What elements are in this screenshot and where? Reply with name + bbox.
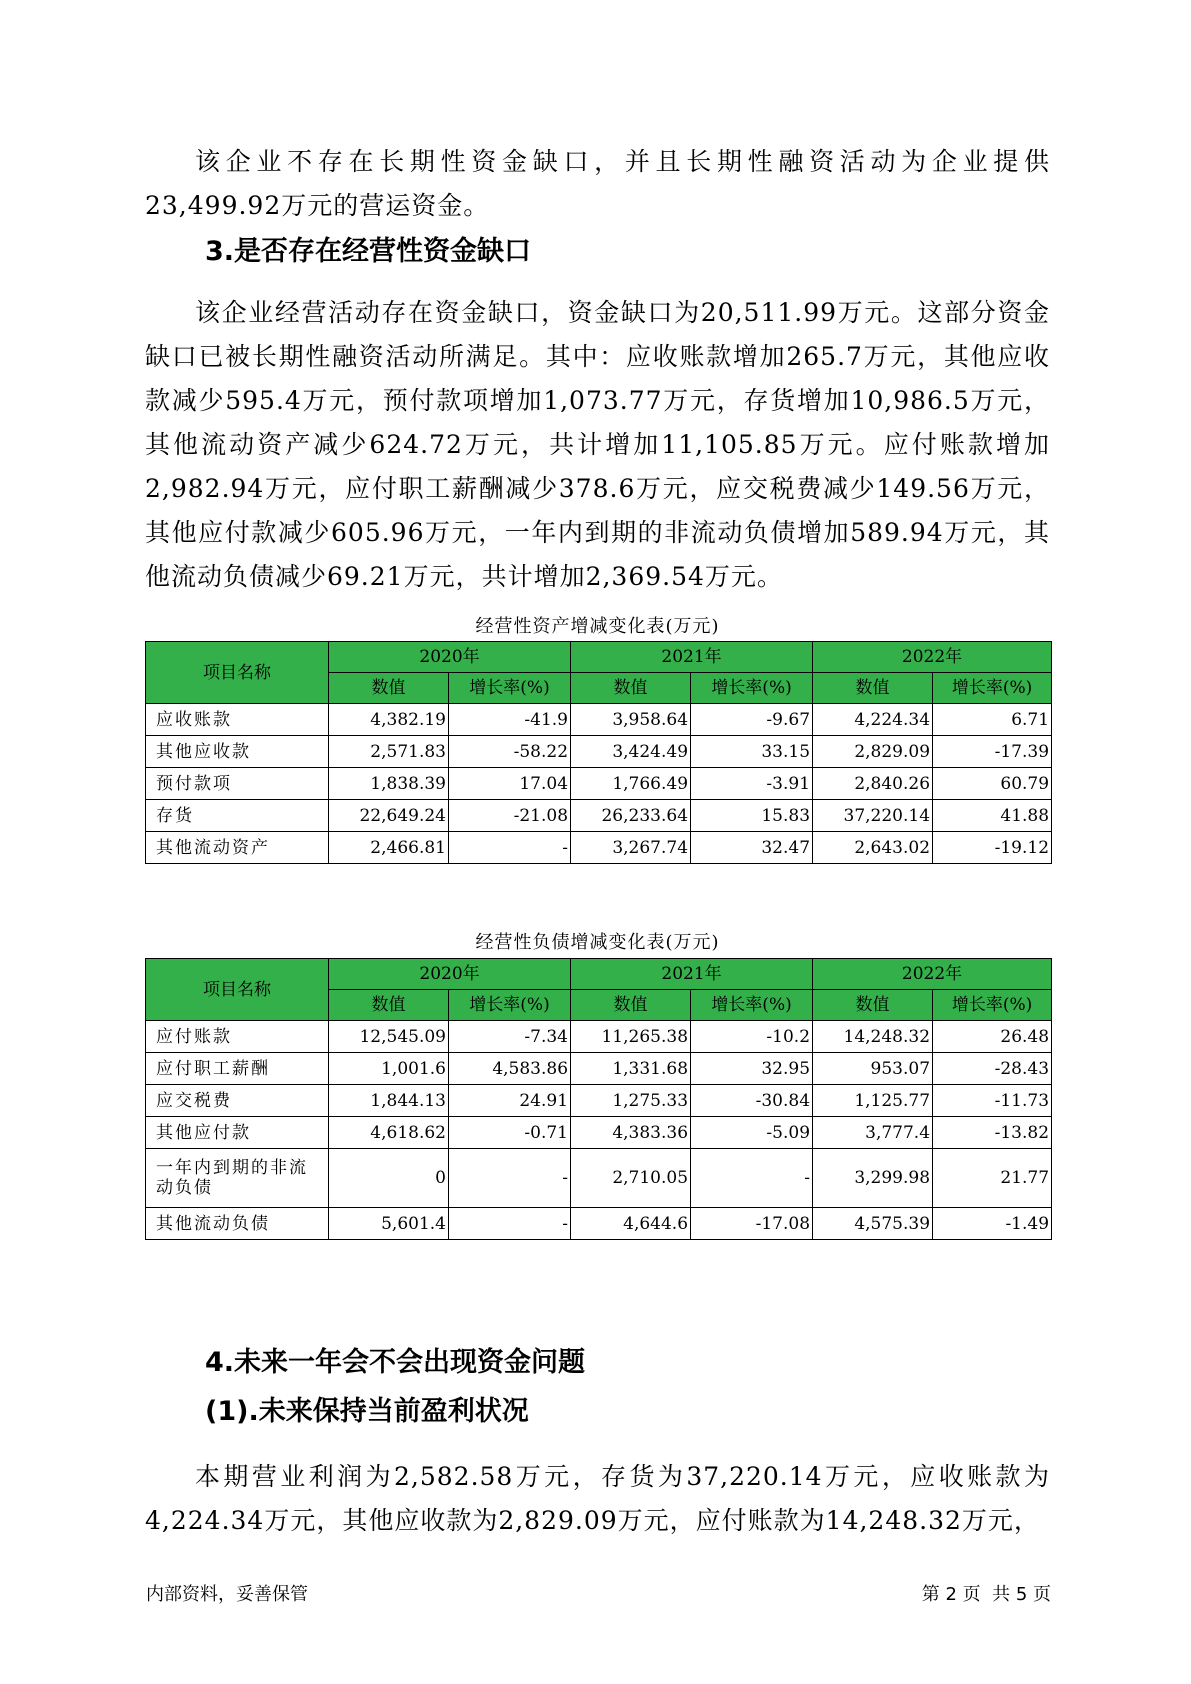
cell-value: 4,383.36 xyxy=(571,1117,691,1149)
cell-growth: 60.79 xyxy=(933,768,1052,800)
header-growth: 增长率(%) xyxy=(449,673,571,704)
cell-value: 3,299.98 xyxy=(813,1149,933,1208)
cell-value: 3,958.64 xyxy=(571,704,691,736)
cell-growth: - xyxy=(691,1149,813,1208)
row-name: 其他应收款 xyxy=(146,736,329,768)
header-year-2022: 2022年 xyxy=(813,642,1052,673)
row-name: 应付账款 xyxy=(146,1021,329,1053)
table-row xyxy=(146,1053,1052,1085)
cell-growth: -30.84 xyxy=(691,1085,813,1117)
cell-growth: -21.08 xyxy=(449,800,571,832)
cell-growth: 21.77 xyxy=(933,1149,1052,1208)
header-growth: 增长率(%) xyxy=(449,990,571,1021)
cell-growth: - xyxy=(449,1208,571,1240)
cell-value: 22,649.24 xyxy=(329,800,449,832)
cell-growth: -17.39 xyxy=(933,736,1052,768)
table-row xyxy=(146,1208,1052,1240)
cell-growth: -13.82 xyxy=(933,1117,1052,1149)
cell-value: 1,001.6 xyxy=(329,1053,449,1085)
liabilities-table-caption: 经营性负债增减变化表(万元) xyxy=(475,932,720,953)
heading-current-profit: (1).未来保持当前盈利状况 xyxy=(205,1396,529,1427)
cell-value: 4,382.19 xyxy=(329,704,449,736)
cell-growth: - xyxy=(449,1149,571,1208)
header-growth: 增长率(%) xyxy=(691,990,813,1021)
paragraph-operating-gap: 该企业经营活动存在资金缺口，资金缺口为20,511.99万元。这部分资金缺口已被长期性融资活动所满足。其中：应收账款增加265.7万元，其他应收款减少595.4万元，预付款项增加1,073.77万元，存货增加10,986.5万元，其他流动资产减少624.72万元，共计增加11,105.85万元。应付账款增加2,982.94万元，应付职工薪酬减少378.6万元，应交税费减少149.56万元，其他应付款减少605.96万元，一年内到期的非流动负债增加589.94万元，其他流动负债减少69.21万元，共计增加2,369.54万元。 xyxy=(145,298,1050,591)
cell-value: 2,710.05 xyxy=(571,1149,691,1208)
cell-value: 37,220.14 xyxy=(813,800,933,832)
header-value: 数值 xyxy=(329,673,449,704)
header-year-2020: 2020年 xyxy=(329,642,571,673)
table-row xyxy=(146,1117,1052,1149)
cell-growth: -0.71 xyxy=(449,1117,571,1149)
cell-value: 4,644.6 xyxy=(571,1208,691,1240)
row-name: 应收账款 xyxy=(146,704,329,736)
header-year-2020: 2020年 xyxy=(329,959,571,990)
row-name: 其他流动资产 xyxy=(146,832,329,864)
cell-value: 0 xyxy=(329,1149,449,1208)
cell-growth: 33.15 xyxy=(691,736,813,768)
header-growth: 增长率(%) xyxy=(691,673,813,704)
cell-value: 14,248.32 xyxy=(813,1021,933,1053)
paragraph-profit-status: 本期营业利润为2,582.58万元，存货为37,220.14万元，应收账款为4,224.34万元，其他应收款为2,829.09万元，应付账款为14,248.32万元， xyxy=(145,1462,1050,1535)
assets-change-table xyxy=(145,641,1052,864)
cell-value: 1,766.49 xyxy=(571,768,691,800)
header-year-2021: 2021年 xyxy=(571,959,813,990)
row-name: 其他流动负债 xyxy=(146,1208,329,1240)
heading-operating-gap: 3.是否存在经营性资金缺口 xyxy=(205,236,532,267)
cell-growth: 4,583.86 xyxy=(449,1053,571,1085)
cell-growth: -9.67 xyxy=(691,704,813,736)
cell-value: 1,331.68 xyxy=(571,1053,691,1085)
table-row xyxy=(146,768,1052,800)
cell-growth: -17.08 xyxy=(691,1208,813,1240)
table-row xyxy=(146,1149,1052,1208)
cell-growth: 26.48 xyxy=(933,1021,1052,1053)
cell-value: 3,424.49 xyxy=(571,736,691,768)
cell-value: 4,618.62 xyxy=(329,1117,449,1149)
cell-value: 3,777.4 xyxy=(813,1117,933,1149)
cell-value: 4,224.34 xyxy=(813,704,933,736)
row-name: 存货 xyxy=(146,800,329,832)
row-name: 其他应付款 xyxy=(146,1117,329,1149)
cell-growth: 41.88 xyxy=(933,800,1052,832)
cell-value: 2,840.26 xyxy=(813,768,933,800)
cell-value: 1,275.33 xyxy=(571,1085,691,1117)
cell-value: 1,125.77 xyxy=(813,1085,933,1117)
row-name: 应付职工薪酬 xyxy=(146,1053,329,1085)
header-value: 数值 xyxy=(571,673,691,704)
cell-value: 2,643.02 xyxy=(813,832,933,864)
liabilities-change-table xyxy=(145,958,1052,1240)
table-row xyxy=(146,1085,1052,1117)
cell-growth: 15.83 xyxy=(691,800,813,832)
cell-growth: -58.22 xyxy=(449,736,571,768)
header-value: 数值 xyxy=(813,673,933,704)
header-value: 数值 xyxy=(329,990,449,1021)
cell-value: 1,844.13 xyxy=(329,1085,449,1117)
cell-growth: 32.95 xyxy=(691,1053,813,1085)
table-row xyxy=(146,800,1052,832)
cell-value: 11,265.38 xyxy=(571,1021,691,1053)
cell-value: 2,571.83 xyxy=(329,736,449,768)
cell-growth: -19.12 xyxy=(933,832,1052,864)
cell-growth: -28.43 xyxy=(933,1053,1052,1085)
cell-growth: -5.09 xyxy=(691,1117,813,1149)
cell-value: 12,545.09 xyxy=(329,1021,449,1053)
header-growth: 增长率(%) xyxy=(933,673,1052,704)
assets-table-caption: 经营性资产增减变化表(万元) xyxy=(475,616,720,637)
heading-future-funding: 4.未来一年会不会出现资金问题 xyxy=(205,1347,586,1378)
cell-growth: -11.73 xyxy=(933,1085,1052,1117)
table-row xyxy=(146,832,1052,864)
cell-value: 1,838.39 xyxy=(329,768,449,800)
cell-growth: 32.47 xyxy=(691,832,813,864)
row-name: 一年内到期的非流动负债 xyxy=(146,1149,329,1208)
cell-value: 2,829.09 xyxy=(813,736,933,768)
cell-growth: -3.91 xyxy=(691,768,813,800)
cell-value: 5,601.4 xyxy=(329,1208,449,1240)
cell-value: 2,466.81 xyxy=(329,832,449,864)
cell-value: 3,267.74 xyxy=(571,832,691,864)
footer-confidential: 内部资料，妥善保管 xyxy=(146,1584,308,1605)
header-value: 数值 xyxy=(813,990,933,1021)
header-year-2021: 2021年 xyxy=(571,642,813,673)
paragraph-long-term-funding: 该企业不存在长期性资金缺口，并且长期性融资活动为企业提供23,499.92万元的营运资金。 xyxy=(145,147,1050,220)
table-row xyxy=(146,1021,1052,1053)
cell-growth: 24.91 xyxy=(449,1085,571,1117)
row-name: 预付款项 xyxy=(146,768,329,800)
cell-value: 26,233.64 xyxy=(571,800,691,832)
cell-growth: 17.04 xyxy=(449,768,571,800)
header-value: 数值 xyxy=(571,990,691,1021)
cell-growth: -7.34 xyxy=(449,1021,571,1053)
table-row xyxy=(146,736,1052,768)
cell-growth: - xyxy=(449,832,571,864)
cell-growth: 6.71 xyxy=(933,704,1052,736)
footer-page-number: 第 2 页 共 5 页 xyxy=(921,1584,1051,1605)
cell-value: 4,575.39 xyxy=(813,1208,933,1240)
header-item-name: 项目名称 xyxy=(146,642,329,704)
cell-growth: -41.9 xyxy=(449,704,571,736)
row-name: 应交税费 xyxy=(146,1085,329,1117)
cell-value: 953.07 xyxy=(813,1053,933,1085)
header-growth: 增长率(%) xyxy=(933,990,1052,1021)
cell-growth: -1.49 xyxy=(933,1208,1052,1240)
header-item-name: 项目名称 xyxy=(146,959,329,1021)
table-row xyxy=(146,704,1052,736)
header-year-2022: 2022年 xyxy=(813,959,1052,990)
cell-growth: -10.2 xyxy=(691,1021,813,1053)
